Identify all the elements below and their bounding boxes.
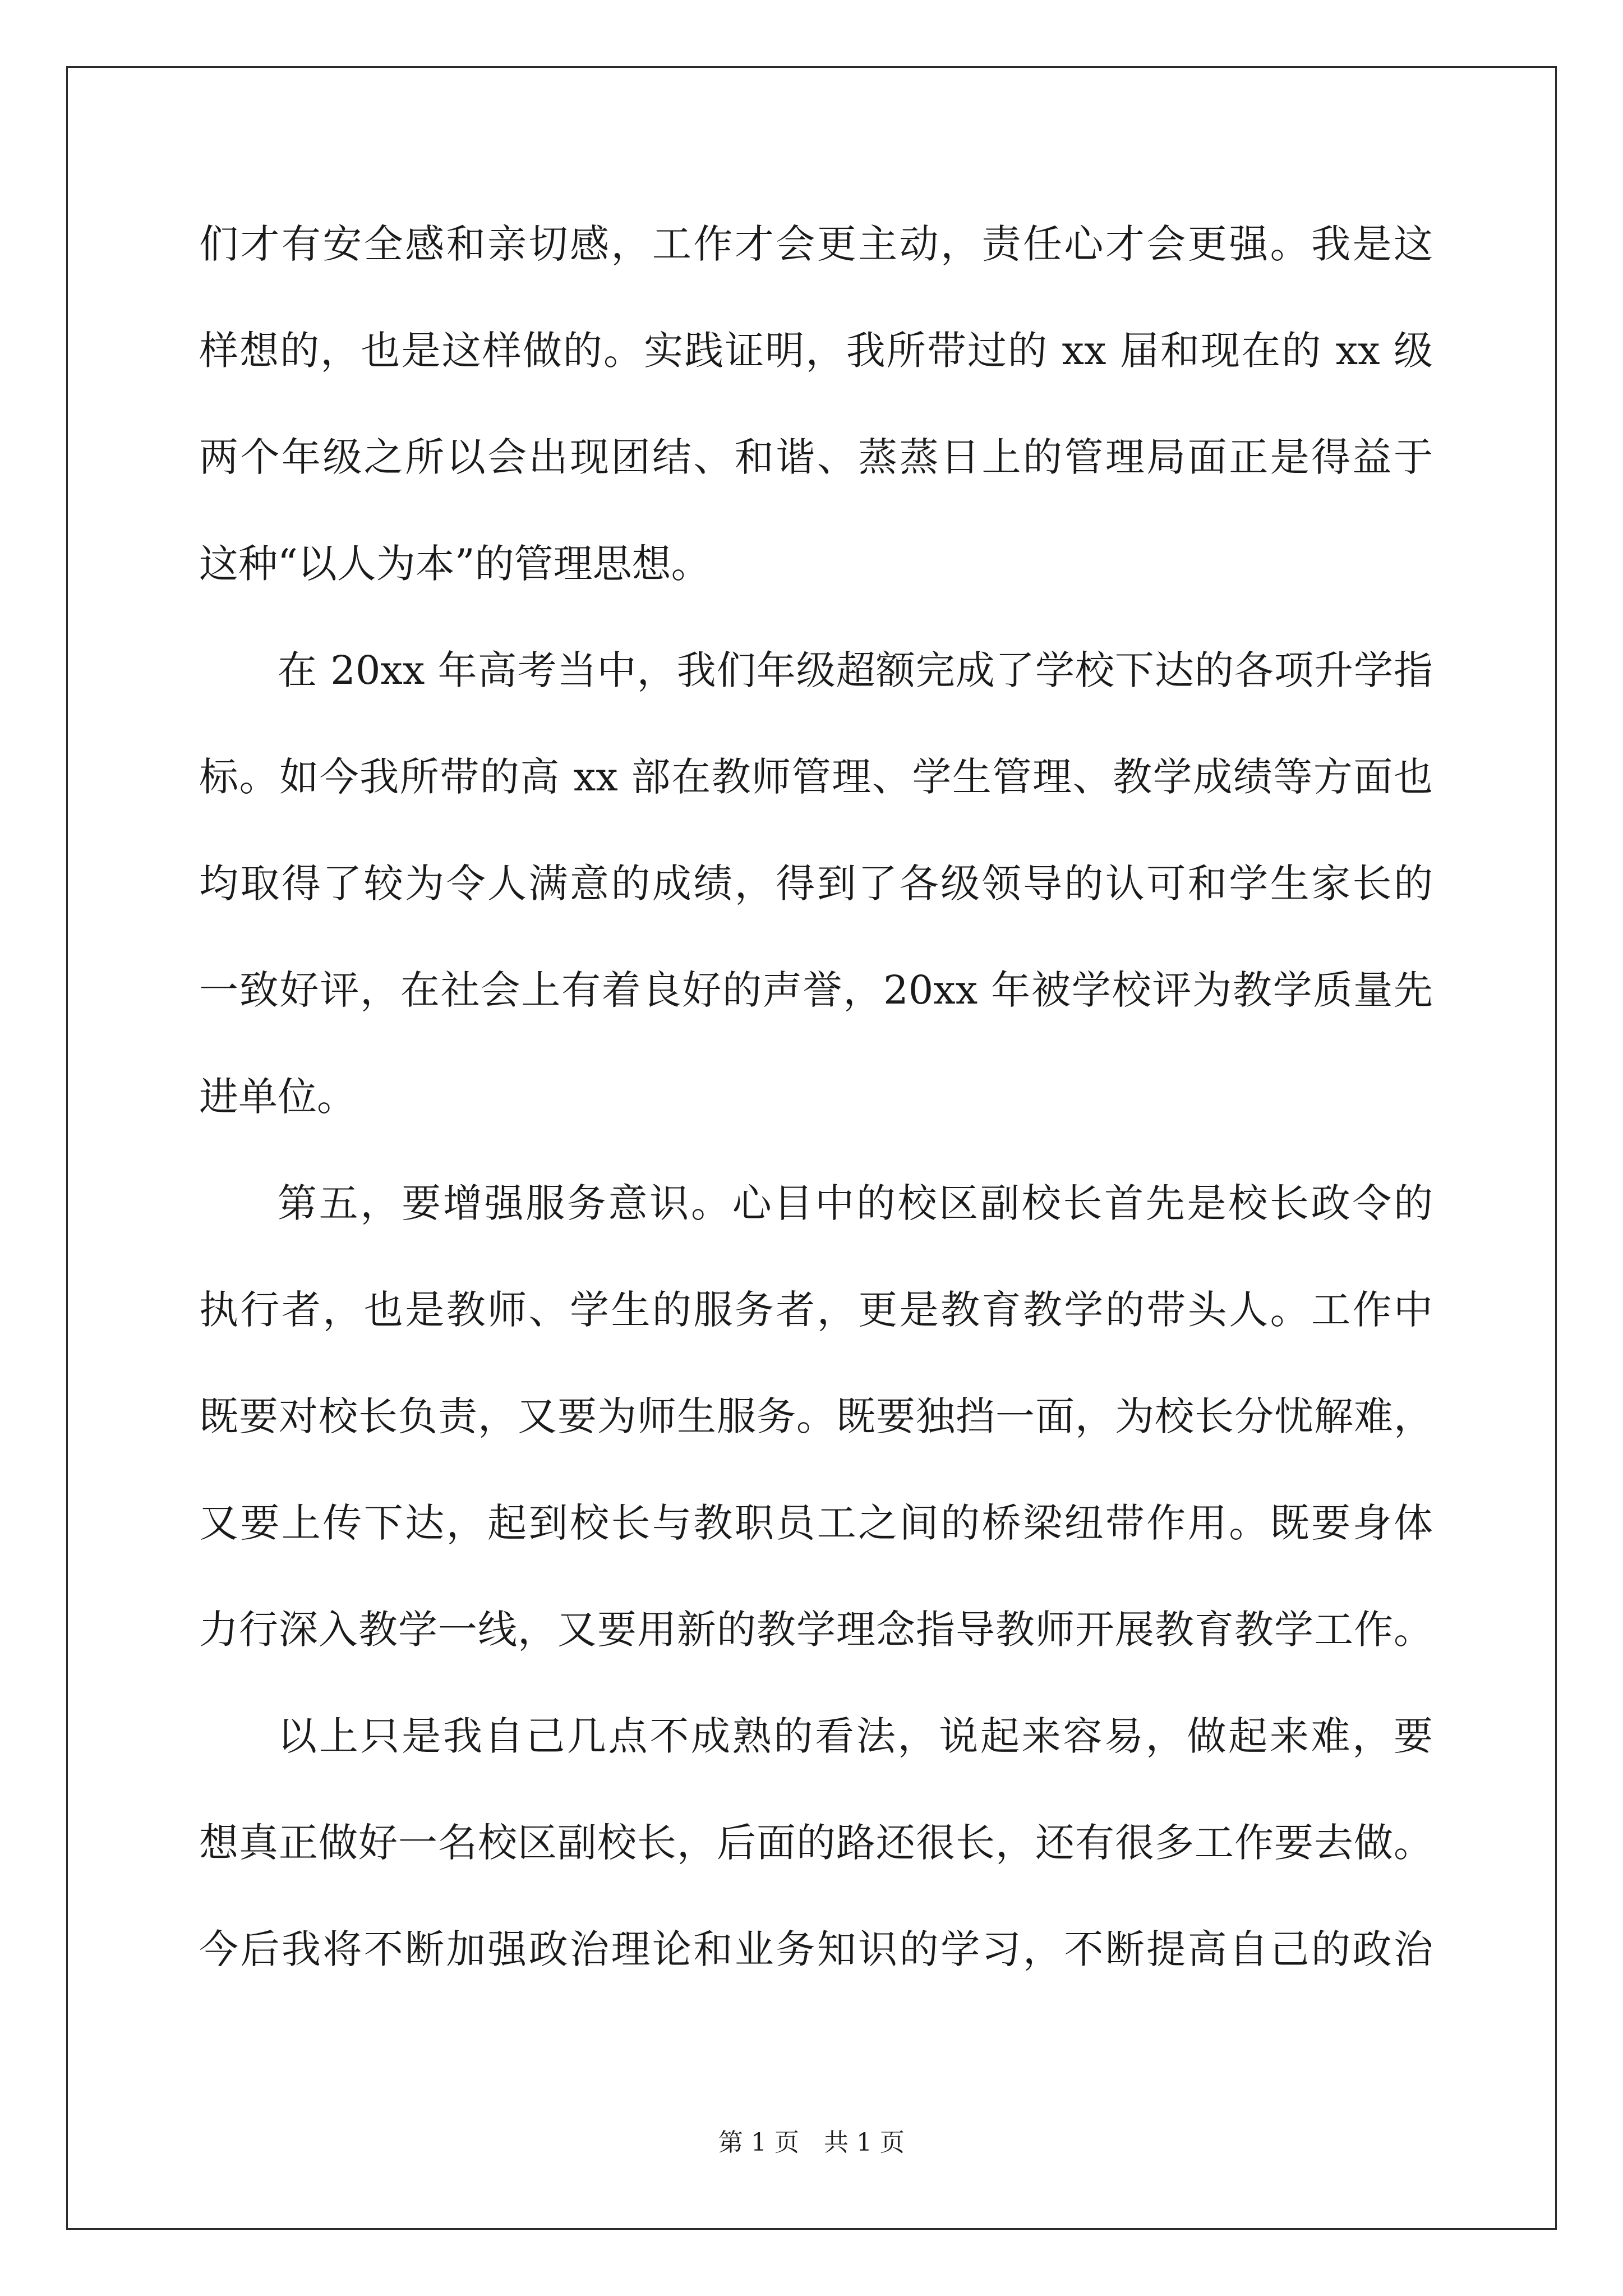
- text-line-4: 这种“以人为本”的管理思想。: [199, 541, 711, 587]
- document-body: [199, 213, 1433, 2025]
- text-line-2: 样想的，也是这样做的。实践证明，我所带过的 xx 届和现在的 xx 级: [199, 328, 1433, 374]
- text-line-3: 两个年级之所以会出现团结、和谐、蒸蒸日上的管理局面正是得益于: [199, 434, 1433, 480]
- text-line-9: 进单位。: [199, 1074, 356, 1120]
- page-number-total: 共 1 页: [824, 2128, 905, 2157]
- text-line-6: 标。如今我所带的高 xx 部在教师管理、学生管理、教学成绩等方面也: [199, 754, 1433, 800]
- text-line-1: 们才有安全感和亲切感，工作才会更主动，责任心才会更强。我是这: [199, 221, 1433, 267]
- page-number-current: 第 1 页: [718, 2128, 799, 2157]
- text-line-12: 既要对校长负责，又要为师生服务。既要独挡一面，为校长分忧解难，: [199, 1393, 1433, 1439]
- text-line-13: 又要上传下达，起到校长与教职员工之间的桥梁纽带作用。既要身体: [199, 1500, 1433, 1546]
- text-line-17: 今后我将不断加强政治理论和业务知识的学习，不断提高自己的政治: [199, 1926, 1433, 1972]
- text-line-14: 力行深入教学一线，又要用新的教学理念指导教师开展教育教学工作。: [199, 1607, 1433, 1653]
- text-line-5: 在 20xx 年高考当中，我们年级超额完成了学校下达的各项升学指: [278, 647, 1433, 693]
- text-line-15: 以上只是我自己几点不成熟的看法，说起来容易，做起来难，要: [278, 1713, 1433, 1759]
- text-line-8: 一致好评，在社会上有着良好的声誉，20xx 年被学校评为教学质量先: [199, 967, 1433, 1013]
- text-line-10: 第五，要增强服务意识。心目中的校区副校长首先是校长政令的: [278, 1180, 1433, 1226]
- text-line-11: 执行者，也是教师、学生的服务者，更是教育教学的带头人。工作中: [199, 1287, 1433, 1333]
- page-footer: [0, 2126, 1623, 2160]
- text-line-7: 均取得了较为令人满意的成绩，得到了各级领导的认可和学生家长的: [199, 861, 1433, 907]
- text-line-16: 想真正做好一名校区副校长，后面的路还很长，还有很多工作要去做。: [199, 1820, 1433, 1866]
